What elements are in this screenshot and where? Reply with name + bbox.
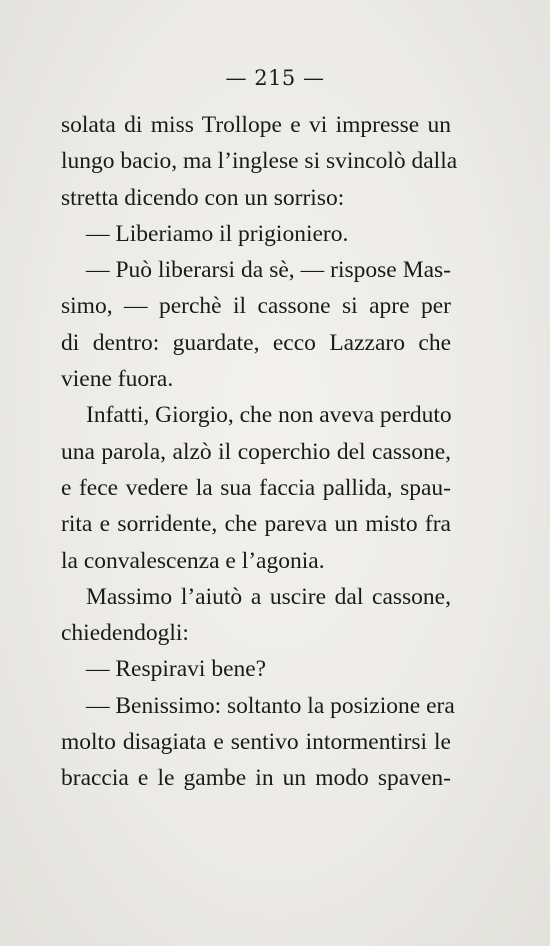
body-text [61,107,458,797]
text-line: la convalescenza e l’agonia. [61,547,325,574]
text-line: chiedendogli: [61,620,189,647]
text-line: Massimo l’aiutò a uscire dal cassone, [86,583,451,610]
text-line: — Benissimo: soltanto la posizione era [86,692,455,719]
text-line: molto disagiata e sentivo intormentirsi le [61,729,451,756]
text-line: braccia e le gambe in un modo spaven- [61,765,451,792]
text-line: rita e sorridente, che pareva un misto fra [61,511,451,538]
text-line: solata di miss Trollope e vi impresse un [61,112,451,138]
text-line: Infatti, Giorgio, che non aveva perduto [86,402,452,429]
text-line: — Liberiamo il prigioniero. [86,220,349,247]
page-number: — 215 — [225,66,325,90]
text-line: lungo bacio, ma l’inglese si svincolò dalla [61,148,458,175]
text-line: — Respiravi bene? [86,656,267,683]
text-line: stretta dicendo con un sorriso: [61,184,345,211]
text-line: simo, — perchè il cassone si apre per [61,293,451,320]
text-line: di dentro: guardate, ecco Lazzaro che [61,329,451,356]
text-line: viene fuora. [61,366,174,393]
text-line: e fece vedere la sua faccia pallida, spau- [61,474,451,501]
text-line: una parola, alzò il coperchio del cassone, [61,438,451,465]
text-line: — Può liberarsi da sè, — rispose Mas- [86,257,451,284]
